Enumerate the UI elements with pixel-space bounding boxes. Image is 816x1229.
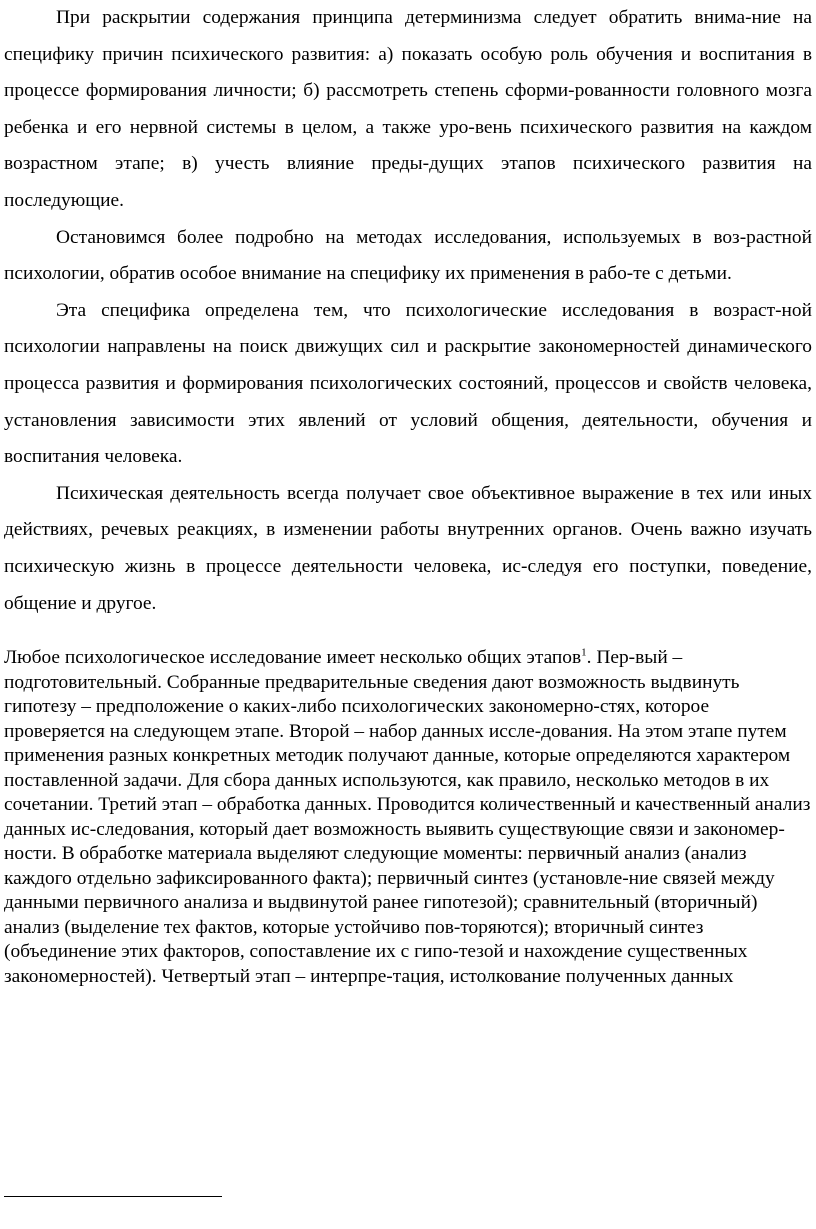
paragraph-research-methods: Остановимся более подробно на методах исследования, используемых в воз-растной психологии, обратив особое внимание на специфику их применения в рабо-те с детьми.	[4, 226, 812, 285]
double-spaced-text-block	[4, 0, 812, 622]
footnote-separator	[4, 1196, 222, 1197]
footnote-reference[interactable]: 1	[581, 646, 587, 659]
paragraph-specifics: Эта специфика определена тем, что психологические исследования в возраст-ной психологии направлены на поиск движущих сил и раскрытие закономерностей динамического процесса развития и формирования психологических состояний, процессов и свойств человека, установления зависимости этих явлений от условий общения, деятельности, обучения и воспитания человека.	[4, 299, 812, 468]
research-stages-text: . Пер-вый – подготовительный. Собранные предварительные сведения дают возможность выдвинуть гипотезу – предположение о каких-либо психологических закономерно-стях, которое проверяется на следующем этапе. Второй – набор данных иссле-дования. На этом этапе путем применения разных конкретных методик получают данные, которые определяются характером поставленной задачи. Для сбора данных используются, как правило, несколько методов в их сочетании. Третий этап – обработка данных. Проводится количественный и качественный анализ данных ис-следования, который дает возможность выявить существующие связи и закономер-ности. В обработке материала выделяют следующие моменты: первичный анализ (анализ каждого отдельно зафиксированного факта); первичный синтез (установле-ние связей между данными первичного анализа и выдвинутой ранее гипотезой); сравнительный (вторичный) анализ (выделение тех фактов, которые устойчиво пов-торяются); вторичный синтез (объединение этих факторов, сопоставление их с гипо-тезой и нахождение существенных закономерностей). Четвертый этап – интерпре-тация, истолкование полученных данных	[4, 647, 811, 987]
paragraph-mental-activity: Психическая деятельность всегда получает свое объективное выражение в тех или иных действиях, речевых реакциях, в изменении работы внутренних органов. Очень важно изучать психическую жизнь в процессе деятельности человека, ис-следуя его поступки, поведение, общение и другое.	[4, 482, 812, 614]
single-spaced-text-block	[4, 646, 812, 989]
paragraph-research-stages	[4, 646, 812, 989]
research-stages-lead: Любое психологическое исследование имеет несколько общих этапов	[4, 647, 582, 668]
paragraph-determinism: При раскрытии содержания принципа детерминизма следует обратить внима-ние на специфику причин психического развития: а) показать особую роль обучения и воспитания в процессе формирования личности; б) рассмотреть степень сформи-рованности головного мозга ребенка и его нервной системы в целом, а также уро-вень психического развития на каждом возрастном этапе; в) учесть влияние преды-дущих этапов психического развития на последующие.	[4, 7, 812, 211]
